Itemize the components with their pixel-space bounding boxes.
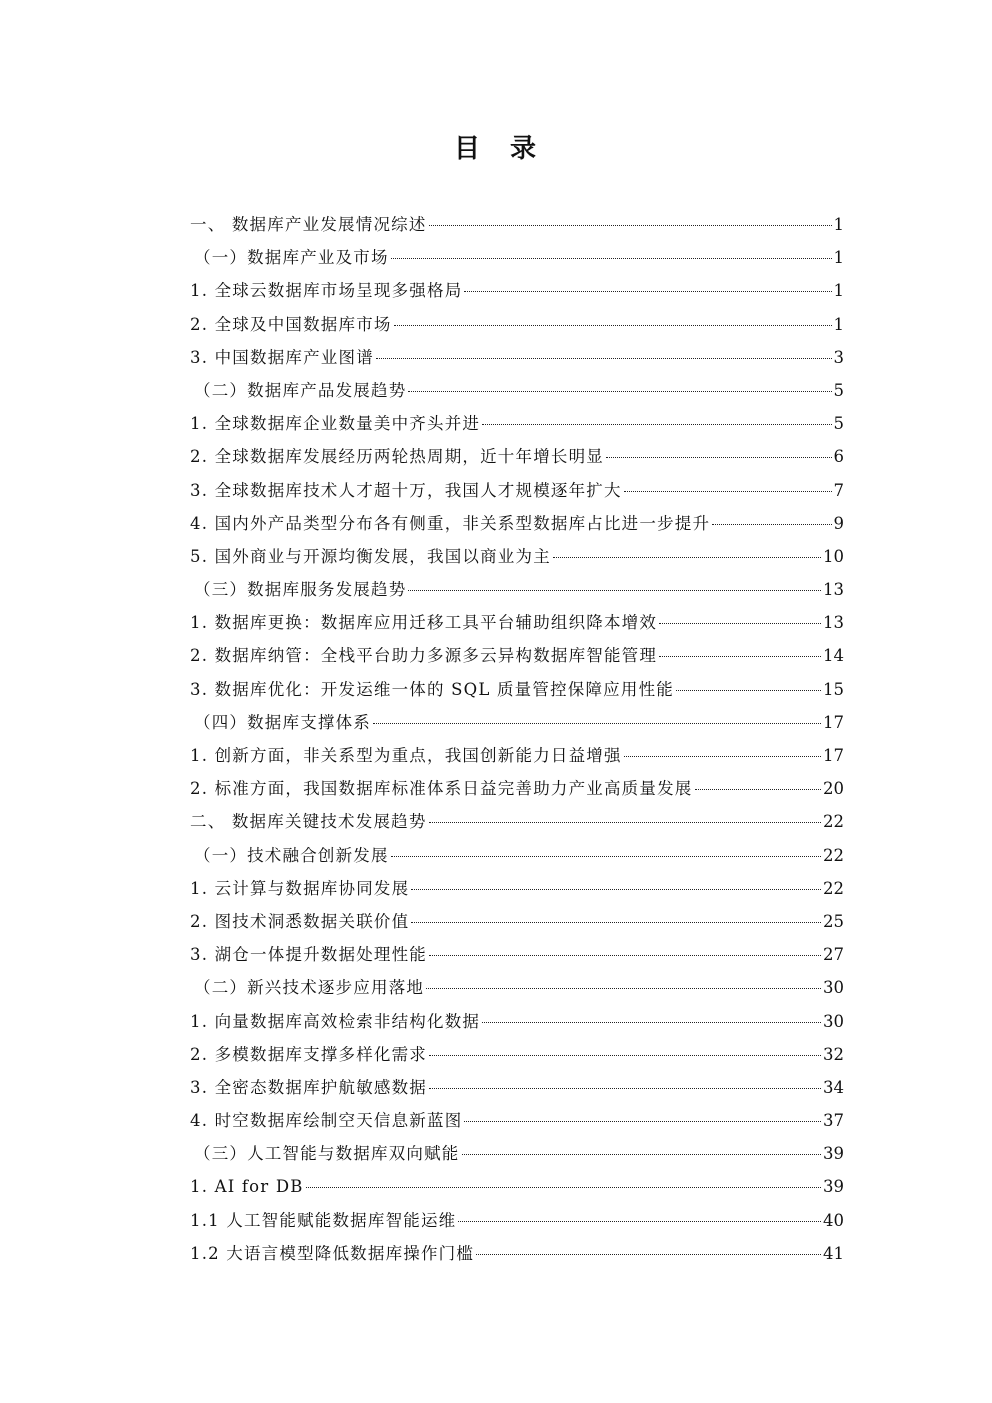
toc-entry-label: （四）数据库支撑体系: [194, 712, 371, 732]
toc-dot-leader: [306, 1187, 821, 1188]
toc-entry[interactable]: [190, 208, 844, 241]
toc-dot-leader: [624, 491, 832, 492]
table-of-contents: [190, 208, 844, 1270]
toc-entry-page-number: 20: [823, 779, 844, 799]
toc-dot-leader: [429, 1055, 821, 1056]
toc-dot-leader: [391, 856, 821, 857]
toc-entry-page-number: 39: [823, 1177, 844, 1197]
toc-entry[interactable]: [190, 341, 844, 374]
toc-entry[interactable]: [190, 308, 844, 341]
toc-entry-page-number: 13: [823, 613, 844, 633]
toc-entry[interactable]: [190, 1170, 844, 1203]
toc-entry-page-number: 41: [823, 1243, 844, 1263]
toc-entry-label: （三）数据库服务发展趋势: [194, 580, 407, 600]
toc-entry[interactable]: [190, 905, 844, 938]
toc-entry[interactable]: [190, 540, 844, 573]
toc-entry-label: 3. 中国数据库产业图谱: [190, 347, 374, 367]
toc-dot-leader: [373, 723, 821, 724]
toc-entry[interactable]: [190, 805, 844, 838]
toc-entry[interactable]: [190, 474, 844, 507]
toc-entry-page-number: 1: [833, 215, 844, 234]
toc-entry[interactable]: [190, 573, 844, 606]
toc-dot-leader: [408, 590, 821, 591]
toc-entry[interactable]: [190, 872, 844, 905]
toc-entry[interactable]: [190, 1005, 844, 1038]
toc-entry-page-number: 10: [823, 546, 844, 566]
toc-entry-label: 2. 多模数据库支撑多样化需求: [190, 1044, 427, 1064]
toc-entry[interactable]: [190, 673, 844, 706]
toc-entry-label: 3. 全密态数据库护航敏感数据: [190, 1077, 427, 1097]
toc-dot-leader: [553, 557, 821, 558]
toc-dot-leader: [464, 1121, 821, 1122]
toc-entry[interactable]: [190, 1071, 844, 1104]
toc-entry[interactable]: [190, 1237, 844, 1270]
toc-entry-page-number: 22: [823, 878, 844, 898]
toc-dot-leader: [376, 358, 832, 359]
toc-dot-leader: [411, 922, 821, 923]
toc-dot-leader: [391, 258, 832, 259]
toc-dot-leader: [429, 1088, 821, 1089]
toc-entry-label: 二、 数据库关键技术发展趋势: [190, 812, 427, 832]
toc-entry[interactable]: [190, 971, 844, 1004]
toc-entry-label: 3. 全球数据库技术人才超十万，我国人才规模逐年扩大: [190, 480, 622, 500]
toc-entry-label: 3. 湖仓一体提升数据处理性能: [190, 945, 427, 965]
toc-entry-page-number: 30: [823, 1011, 844, 1031]
toc-entry-page-number: 34: [823, 1077, 844, 1097]
toc-entry-label: 1. 云计算与数据库协同发展: [190, 878, 410, 898]
toc-entry[interactable]: [190, 274, 844, 307]
toc-entry-page-number: 15: [823, 679, 844, 699]
toc-entry-page-number: 32: [823, 1044, 844, 1064]
toc-entry-label: 2. 全球数据库发展经历两轮热周期，近十年增长明显: [190, 447, 604, 467]
toc-entry-page-number: 6: [833, 447, 844, 467]
toc-dot-leader: [712, 524, 831, 525]
toc-entry-page-number: 1: [833, 248, 844, 268]
toc-dot-leader: [429, 955, 821, 956]
toc-entry[interactable]: [190, 1104, 844, 1137]
toc-entry-label: 1.2 大语言模型降低数据库操作门槛: [190, 1243, 475, 1263]
toc-entry[interactable]: [190, 1204, 844, 1237]
toc-entry-label: 1. AI for DB: [190, 1177, 304, 1197]
toc-dot-leader: [458, 1221, 821, 1222]
toc-entry-label: 1. 向量数据库高效检索非结构化数据: [190, 1011, 481, 1031]
toc-entry-label: 4. 时空数据库绘制空天信息新蓝图: [190, 1111, 463, 1131]
toc-dot-leader: [482, 424, 831, 425]
toc-dot-leader: [429, 225, 832, 226]
page-title: 目 录: [453, 134, 538, 164]
toc-entry[interactable]: [190, 507, 844, 540]
toc-entry-label: 1. 创新方面，非关系型为重点，我国创新能力日益增强: [190, 746, 622, 765]
toc-entry-label: （二）数据库产品发展趋势: [194, 380, 407, 400]
toc-entry[interactable]: [190, 440, 844, 473]
toc-entry-label: （一）数据库产业及市场: [194, 248, 389, 268]
toc-dot-leader: [482, 1022, 821, 1023]
toc-dot-leader: [659, 656, 821, 657]
toc-dot-leader: [695, 789, 822, 790]
toc-dot-leader: [464, 291, 831, 292]
toc-entry-page-number: 22: [823, 812, 844, 832]
toc-entry[interactable]: [190, 374, 844, 407]
toc-dot-leader: [624, 756, 821, 757]
toc-dot-leader: [426, 988, 821, 989]
toc-entry-label: 5. 国外商业与开源均衡发展，我国以商业为主: [190, 546, 551, 566]
toc-dot-leader: [476, 1254, 821, 1255]
toc-entry-page-number: 7: [833, 480, 844, 500]
toc-entry[interactable]: [190, 639, 844, 672]
toc-dot-leader: [408, 391, 831, 392]
toc-entry-page-number: 14: [823, 646, 844, 666]
toc-entry[interactable]: [190, 839, 844, 872]
toc-dot-leader: [659, 623, 821, 624]
toc-entry-page-number: 27: [823, 945, 844, 965]
toc-entry-label: （一）技术融合创新发展: [194, 845, 389, 865]
toc-entry-page-number: 5: [833, 414, 844, 434]
toc-entry-label: 2. 数据库纳管：全栈平台助力多源多云异构数据库智能管理: [190, 646, 658, 666]
toc-entry-label: 4. 国内外产品类型分布各有侧重，非关系型数据库占比进一步提升: [190, 513, 711, 533]
toc-entry-page-number: 17: [823, 746, 844, 765]
toc-dot-leader: [394, 325, 832, 326]
toc-entry-page-number: 30: [823, 978, 844, 998]
toc-entry-page-number: 22: [823, 845, 844, 865]
toc-entry-label: 3. 数据库优化：开发运维一体的 SQL 质量管控保障应用性能: [190, 679, 674, 699]
toc-entry-page-number: 39: [823, 1144, 844, 1164]
toc-dot-leader: [462, 1154, 822, 1155]
toc-entry-label: （二）新兴技术逐步应用落地: [194, 978, 425, 998]
toc-dot-leader: [411, 889, 821, 890]
toc-dot-leader: [606, 457, 832, 458]
toc-entry[interactable]: [190, 407, 844, 440]
toc-entry-page-number: 25: [823, 911, 844, 931]
toc-entry-page-number: 1: [833, 314, 844, 334]
toc-entry[interactable]: [190, 739, 844, 772]
toc-entry-page-number: 1: [833, 281, 844, 301]
toc-entry[interactable]: [190, 606, 844, 639]
toc-entry[interactable]: [190, 1038, 844, 1071]
toc-entry[interactable]: [190, 241, 844, 274]
toc-entry[interactable]: [190, 772, 844, 805]
toc-entry-label: 1. 全球数据库企业数量美中齐头并进: [190, 414, 481, 434]
toc-entry-page-number: 37: [823, 1111, 844, 1131]
toc-entry-label: 2. 全球及中国数据库市场: [190, 314, 392, 334]
toc-entry[interactable]: [190, 706, 844, 739]
toc-dot-leader: [429, 822, 821, 823]
toc-entry-page-number: 5: [833, 380, 844, 400]
toc-entry-page-number: 17: [823, 712, 844, 732]
toc-entry-label: （三）人工智能与数据库双向赋能: [194, 1144, 460, 1164]
toc-entry-label: 2. 图技术洞悉数据关联价值: [190, 911, 410, 931]
toc-entry[interactable]: [190, 938, 844, 971]
toc-entry-page-number: 13: [823, 580, 844, 600]
toc-entry-label: 2. 标准方面，我国数据库标准体系日益完善助力产业高质量发展: [190, 779, 693, 799]
toc-entry-page-number: 9: [833, 513, 844, 533]
toc-entry-page-number: 40: [823, 1210, 844, 1230]
toc-entry-label: 一、 数据库产业发展情况综述: [190, 215, 427, 234]
toc-entry-page-number: 3: [833, 347, 844, 367]
toc-entry-label: 1.1 人工智能赋能数据库智能运维: [190, 1210, 457, 1230]
toc-dot-leader: [676, 690, 821, 691]
toc-entry-label: 1. 数据库更换：数据库应用迁移工具平台辅助组织降本增效: [190, 613, 658, 633]
toc-entry[interactable]: [190, 1137, 844, 1170]
toc-entry-label: 1. 全球云数据库市场呈现多强格局: [190, 281, 463, 301]
